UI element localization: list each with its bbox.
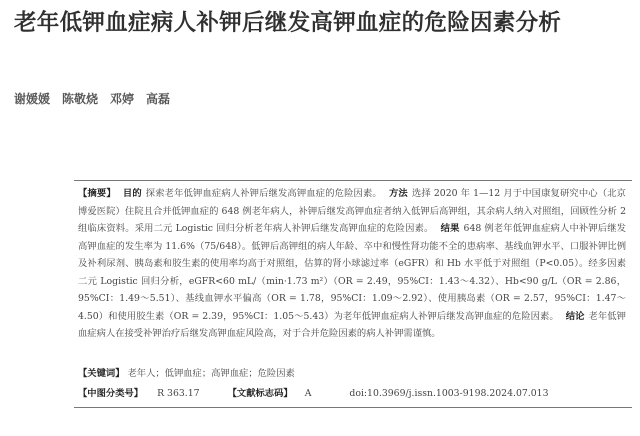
clc-value: R 363.17 [157,388,200,399]
article-title: 老年低钾血症病人补钾后继发高钾血症的危险因素分析 [14,10,562,36]
author-name: 陈敬烧 [62,92,99,106]
keywords-row [78,366,626,382]
methods-label: 方法 [388,188,408,199]
abstract-label: 【摘要】 [78,188,116,199]
results-label: 结果 [440,223,460,234]
author-name: 高磊 [146,92,171,106]
keywords-label: 【关键词】 [78,368,125,379]
objective-label: 目的 [122,188,142,199]
abstract-box [74,180,632,408]
clc-label: 【中图分类号】 [78,388,144,399]
results-text: 648 例老年低钾血症病人中补钾后继发高钾血症的发生率为 11.6%（75/648）。低钾后高钾组的病人年龄、卒中和慢性肾功能不全的患病率、基线血钾水平、口服补钾比例及补利尿剂、胰岛素和胶生素的使用率均高于对照组，估算的肾小球滤过率（eGFR）和 Hb 水平低于对照组（P<0.05）。经多因素二元 Logistic 回归分析，eGFR<60 mL/（min·1.73 m²）（OR = 2.49，95%CI：1.43～4.32）、Hb<90 g/L（OR = 2.86，95%CI：1.49～5.51）、基线血钾水平偏高（OR = 1.78，95%CI：1.09～2.92）、使用胰岛素（OR = 2.57，95%CI：1.47～4.50）和使用胶生素（OR = 2.39，95%CI：1.05～5.43）为老年低钾血症病人补钾后继发高钾血症的危险因素。 [78,223,626,322]
methods-text: 选择 2020 年 1—12 月于中国康复研究中心（北京博爱医院）住院且合并低钾血症的 648 例老年病人，补钾后继发高钾血症者纳入低钾后高钾组，其余病人纳入对照组，回顾性分析 2 组临床资料。采用二元 Logistic 回归分析老年病人补钾后继发高钾血症的危险因素。 [78,188,626,234]
objective-text: 探索老年低钾血症病人补钾后继发高钾血症的危险因素。 [145,188,382,199]
conclusion-text: 老年低钾血症病人在接受补钾治疗后继发高钾血症风险高，对于合并危险因素的病人补钾需谨慎。 [78,310,626,339]
classification-row [78,386,626,402]
keywords-text: 老年人；低钾血症；高钾血症；危险因素 [127,368,295,379]
author-name: 邓婷 [110,92,135,106]
abstract-paragraph [78,185,626,343]
author-list [14,90,170,107]
doi-text: doi:10.3969/j.issn.1003-9198.2024.07.013 [349,388,549,399]
doc-code-value: A [304,388,312,399]
author-name: 谢媛媛 [14,92,51,106]
conclusion-label: 结论 [565,310,585,322]
doc-code-label: 【文献标志码】 [227,388,293,399]
